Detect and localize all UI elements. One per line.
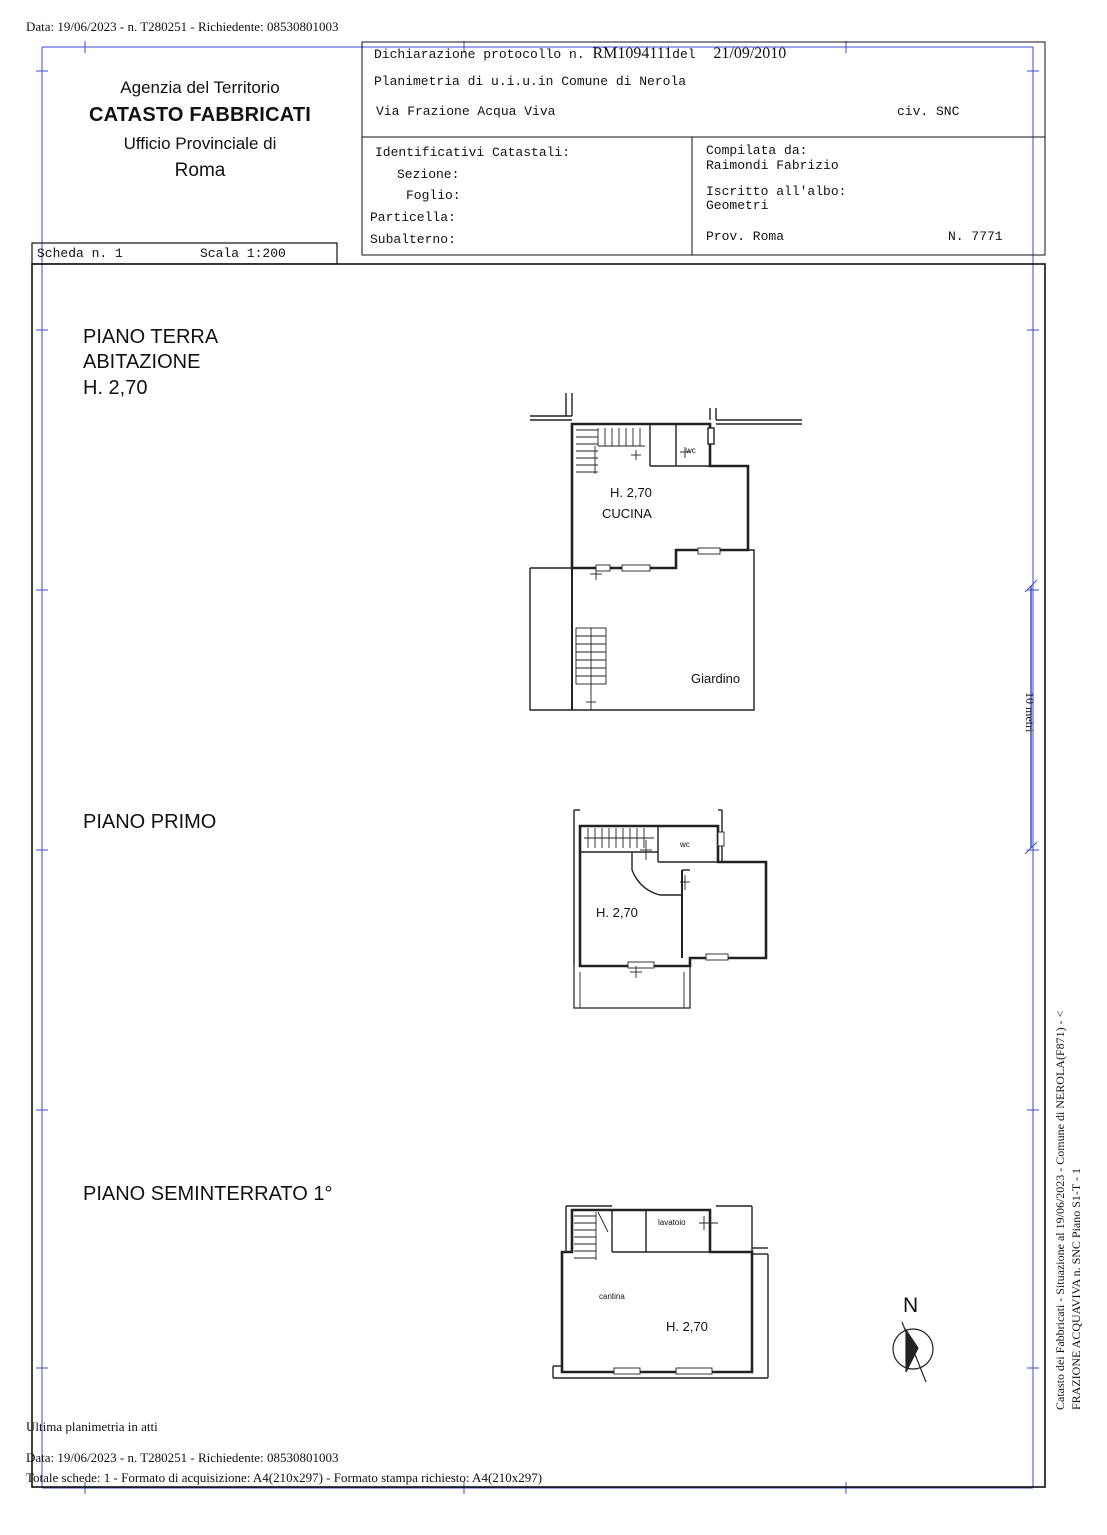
side-address-text: FRAZIONE ACQUAVIVA n. SNC Piano S1-T - 1 [1069,1167,1083,1410]
header-request-line: Data: 19/06/2023 - n. T280251 - Richiedente: 08530801003 [26,19,339,34]
agency-name: Agenzia del Territorio [120,78,280,97]
basement-title: PIANO SEMINTERRATO 1° [83,1183,333,1205]
civic-number: civ. SNC [897,104,960,119]
registration-number: N. 7771 [948,229,1003,244]
agency-block [50,78,350,98]
declaration-date: 21/09/2010 [713,45,787,62]
address: Via Frazione Acqua Viva [376,104,556,119]
compiled-by-label: Compilata da: [706,143,808,158]
ground-floor-title: PIANO TERRA [83,326,219,348]
declaration-line [374,45,786,63]
kitchen-label: CUCINA [602,506,652,521]
footer-format-line: Totale schede: 1 - Formato di acquisizione: A4(210x297) - Formato stampa richiesto: A4(210x297) [26,1470,543,1485]
ground-floor-plan [530,393,802,710]
first-wc-label: wc [680,840,690,849]
plan-municipality: Planimetria di u.i.u.in Comune di Nerola [374,74,687,89]
albo-label: Iscritto all'albo: [706,184,847,199]
ground-floor-use: ABITAZIONE [83,351,201,373]
declaration-del: del [672,47,696,62]
subalterno-label: Subalterno: [370,232,456,247]
footer-request-line: Data: 19/06/2023 - n. T280251 - Richiedente: 08530801003 [26,1450,339,1465]
declaration-prefix: Dichiarazione protocollo n. [374,47,585,62]
identifiers-title: Identificativi Catastali: [375,145,571,160]
first-floor-height-label: H. 2,70 [596,905,638,920]
scheda-label: Scheda n. 1 [37,246,123,261]
drawing-border [32,42,1045,1487]
kitchen-height-label: H. 2,70 [610,485,652,500]
ground-floor-height: H. 2,70 [83,377,148,399]
office-city: Roma [174,160,226,181]
registration-frame [36,41,1039,1494]
agency-catasto [50,104,350,127]
last-plan-note: Ultima planimetria in atti [26,1419,158,1434]
garden-label: Giardino [691,671,741,686]
laundry-label: lavatoio [658,1218,686,1227]
side-situation-text: Catasto dei Fabbricati - Situazione al 19/06/2023 - Comune di NEROLA(F871) - < [1053,1010,1067,1410]
particella-label: Particella: [370,210,456,225]
ground-wc-label: wc [686,446,696,455]
province: Prov. Roma [706,229,785,244]
basement-plan [553,1206,768,1378]
first-floor-title: PIANO PRIMO [83,811,217,833]
protocol-number: RM1094111 [592,45,673,62]
sezione-label: Sezione: [397,167,460,182]
foglio-label: Foglio: [406,188,461,203]
basement-height-label: H. 2,70 [666,1319,708,1334]
compiler-name: Raimondi Fabrizio [706,158,839,173]
agency-city [50,160,350,182]
north-label: N [903,1294,919,1317]
scale-bar-label: 10 metri [1023,692,1037,733]
office-label: Ufficio Provinciale di [123,134,277,153]
cellar-label: cantina [599,1292,625,1301]
north-arrow-icon [893,1322,933,1382]
catasto-title: CATASTO FABBRICATI [88,104,312,126]
albo-value: Geometri [706,198,769,213]
scale-label: Scala 1:200 [200,246,286,261]
agency-office [50,134,350,154]
